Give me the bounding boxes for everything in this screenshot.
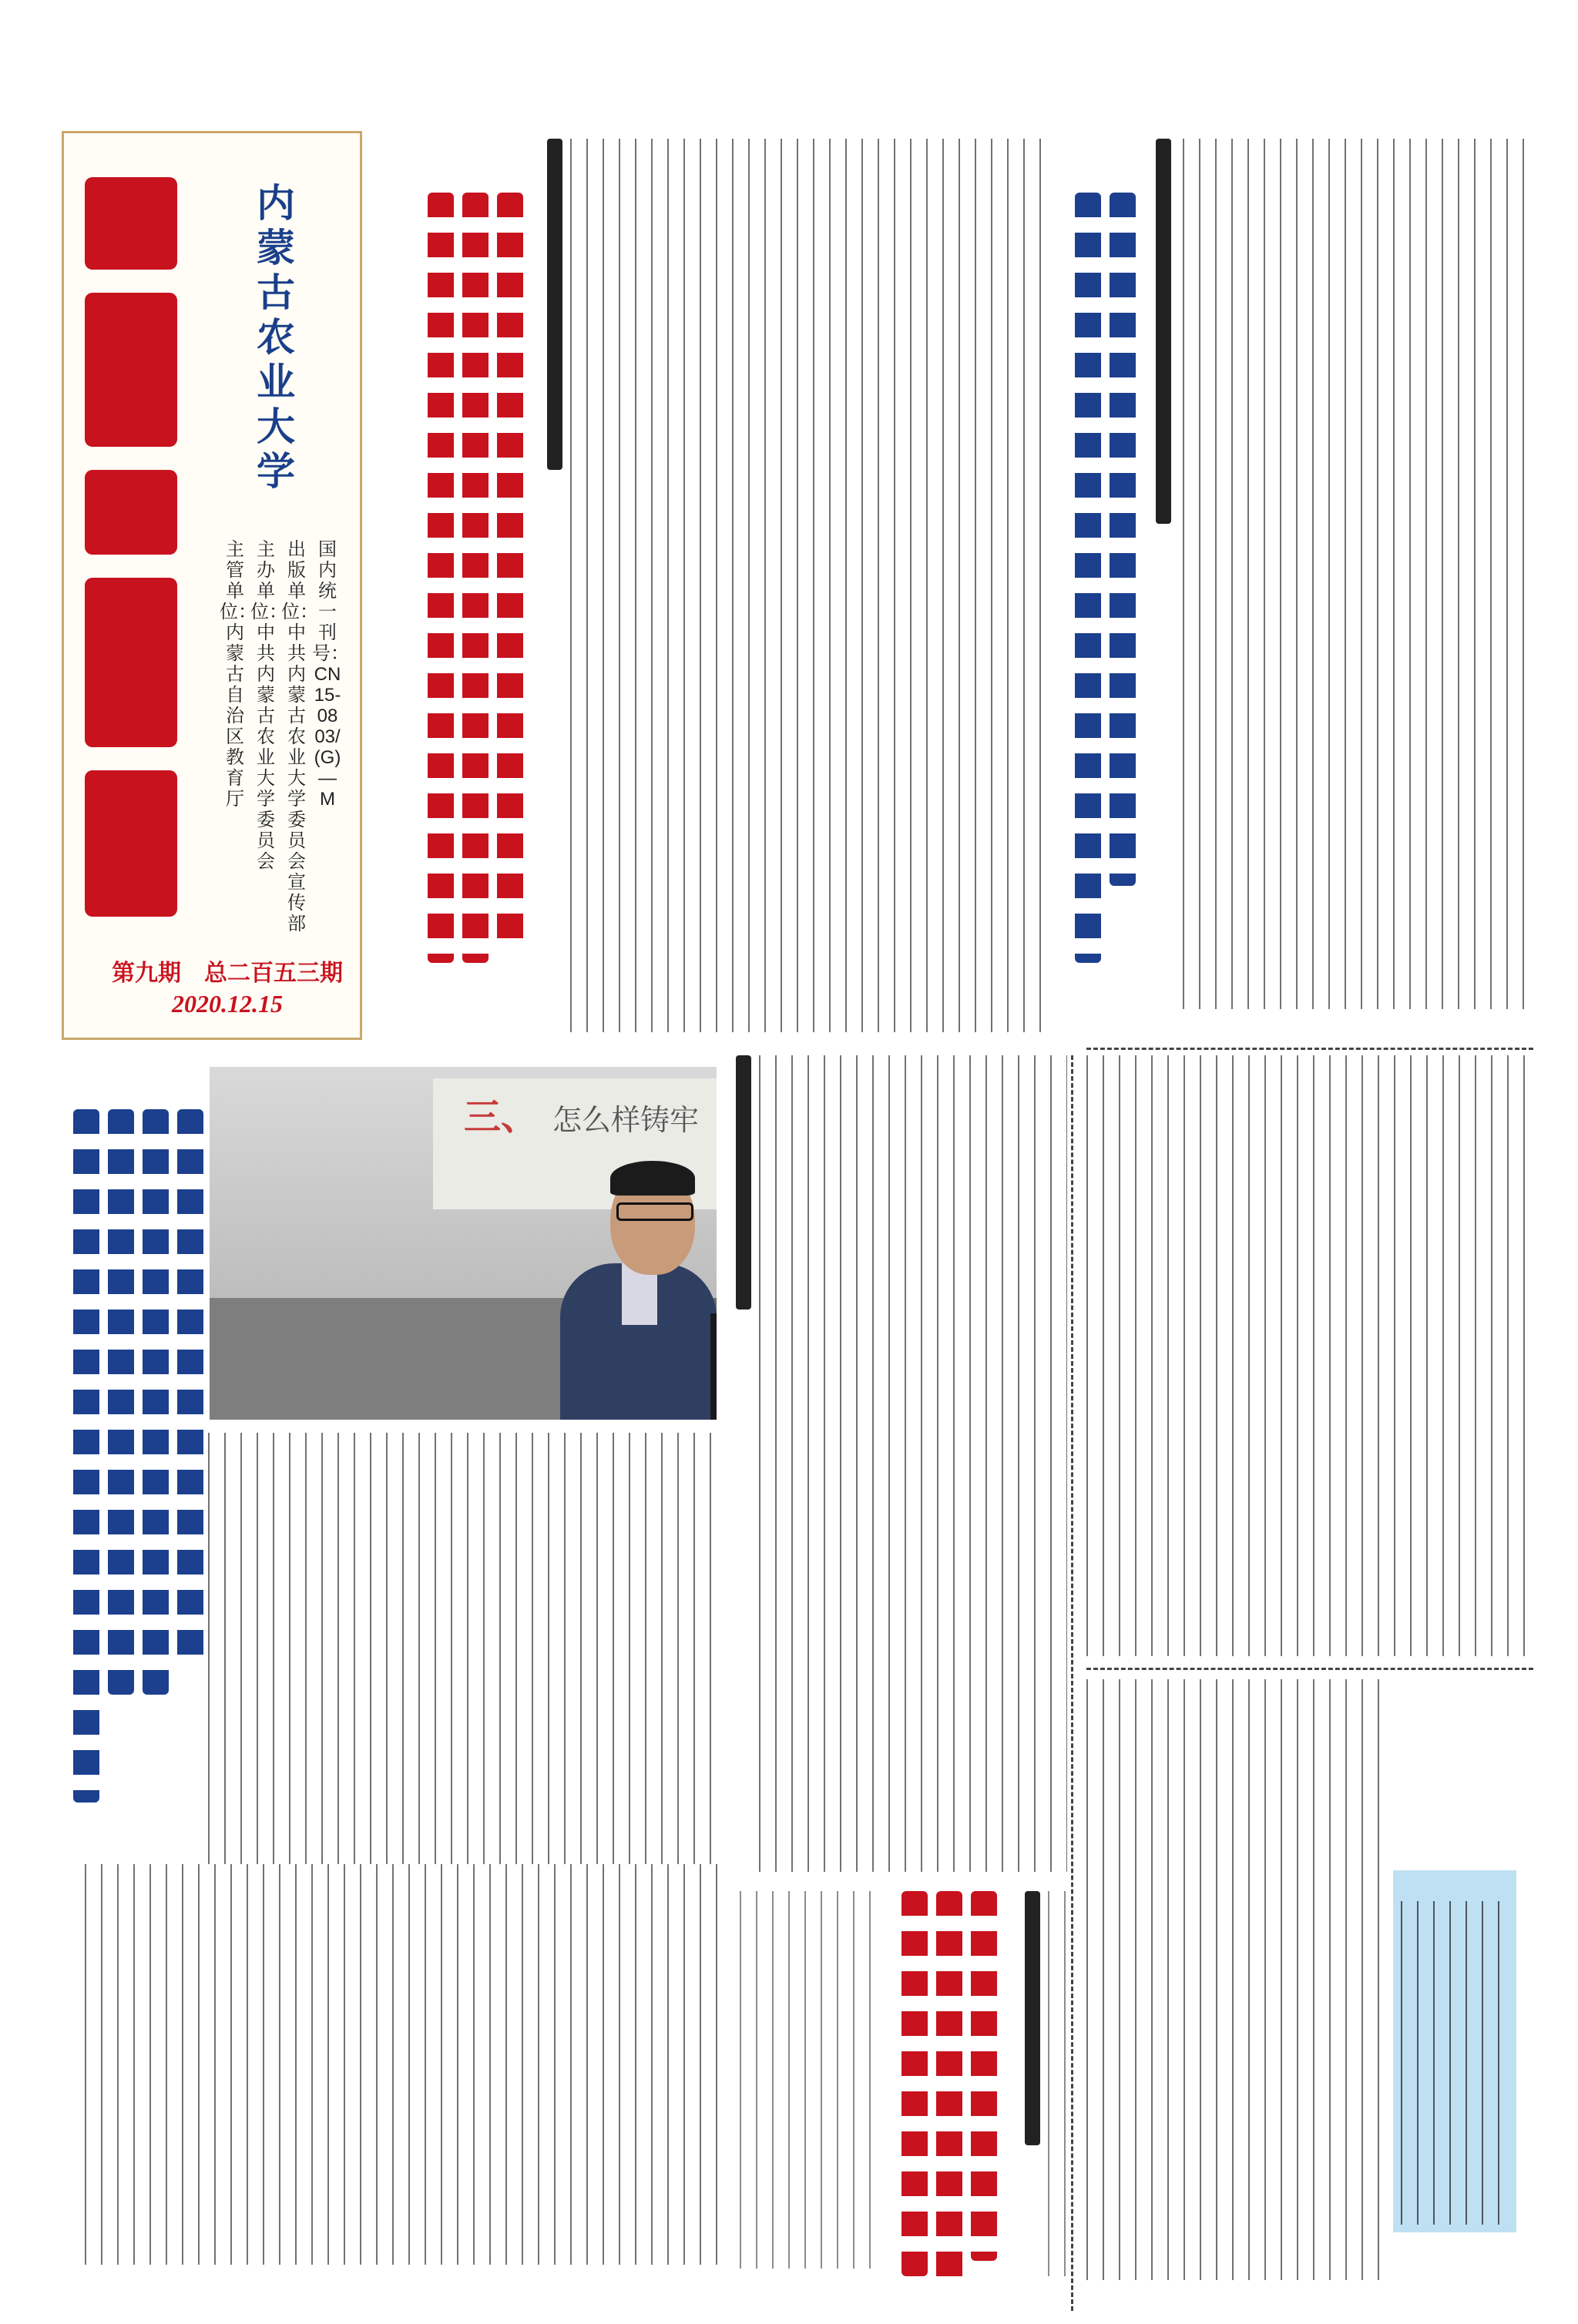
article-3-headline — [73, 1109, 99, 1803]
article-3-headline-3 — [143, 1109, 169, 1695]
article-1-body — [570, 139, 1048, 1032]
article-4-headline-red-2 — [936, 1891, 962, 2292]
article-3-headline-4 — [177, 1109, 203, 1664]
article-4-body-upper — [759, 1055, 1067, 1872]
masthead-info-line-3: 主办单位：中共内蒙古农业大学委员会 — [250, 539, 287, 872]
column-divider — [1071, 1055, 1073, 2311]
university-name: 内蒙古农业大学 — [257, 182, 295, 493]
article-5-body-lower — [1086, 1679, 1379, 2280]
total-issue: 总二百五三期 — [204, 961, 343, 986]
masthead-info-line-1: 国内统一刊号：CN15-0803/(G)—M — [312, 539, 349, 810]
article-3-headline-2 — [108, 1109, 134, 1695]
article-2-headline-2 — [1110, 193, 1136, 886]
masthead-info-line-4: 主管单位：内蒙古自治区教育厅 — [220, 539, 257, 810]
issue-number: 第九期 — [112, 961, 181, 986]
masthead-info-line-2: 出版单位：中共内蒙古农业大学委员会宣传部 — [281, 539, 318, 934]
article-1-headline-red-2 — [462, 193, 489, 963]
issue-line — [92, 954, 362, 988]
article-4b-byline — [1025, 1891, 1040, 2145]
article-4-headline-red — [901, 1891, 928, 2276]
article-2-body — [1183, 139, 1533, 1009]
editor-credit-box — [1393, 1870, 1516, 2232]
section-divider — [1086, 1048, 1533, 1050]
newspaper-title-mongolian — [85, 177, 177, 917]
article-4b-body-2 — [1048, 1891, 1071, 2276]
article-3-body-lower — [85, 1864, 724, 2265]
article-5-body-upper — [1086, 1055, 1533, 1656]
article-1-headline-red-3 — [497, 193, 523, 947]
article-4-headline-red-3 — [971, 1891, 997, 2261]
slide-text: 怎么样铸牢 — [552, 1105, 700, 1137]
slide-heading: 三、 — [464, 1097, 539, 1138]
speaker-photo — [210, 1067, 717, 1420]
section-divider-2 — [1086, 1668, 1533, 1670]
article-1-byline — [547, 139, 562, 470]
article-3-body-upper — [208, 1433, 724, 1864]
article-2-byline — [1156, 139, 1171, 524]
issue-date: 2020.12.15 — [172, 990, 283, 1018]
article-4b-body — [740, 1891, 878, 2269]
article-4-byline — [736, 1055, 751, 1310]
article-1-headline-red — [428, 193, 454, 963]
article-2-headline — [1075, 193, 1101, 963]
